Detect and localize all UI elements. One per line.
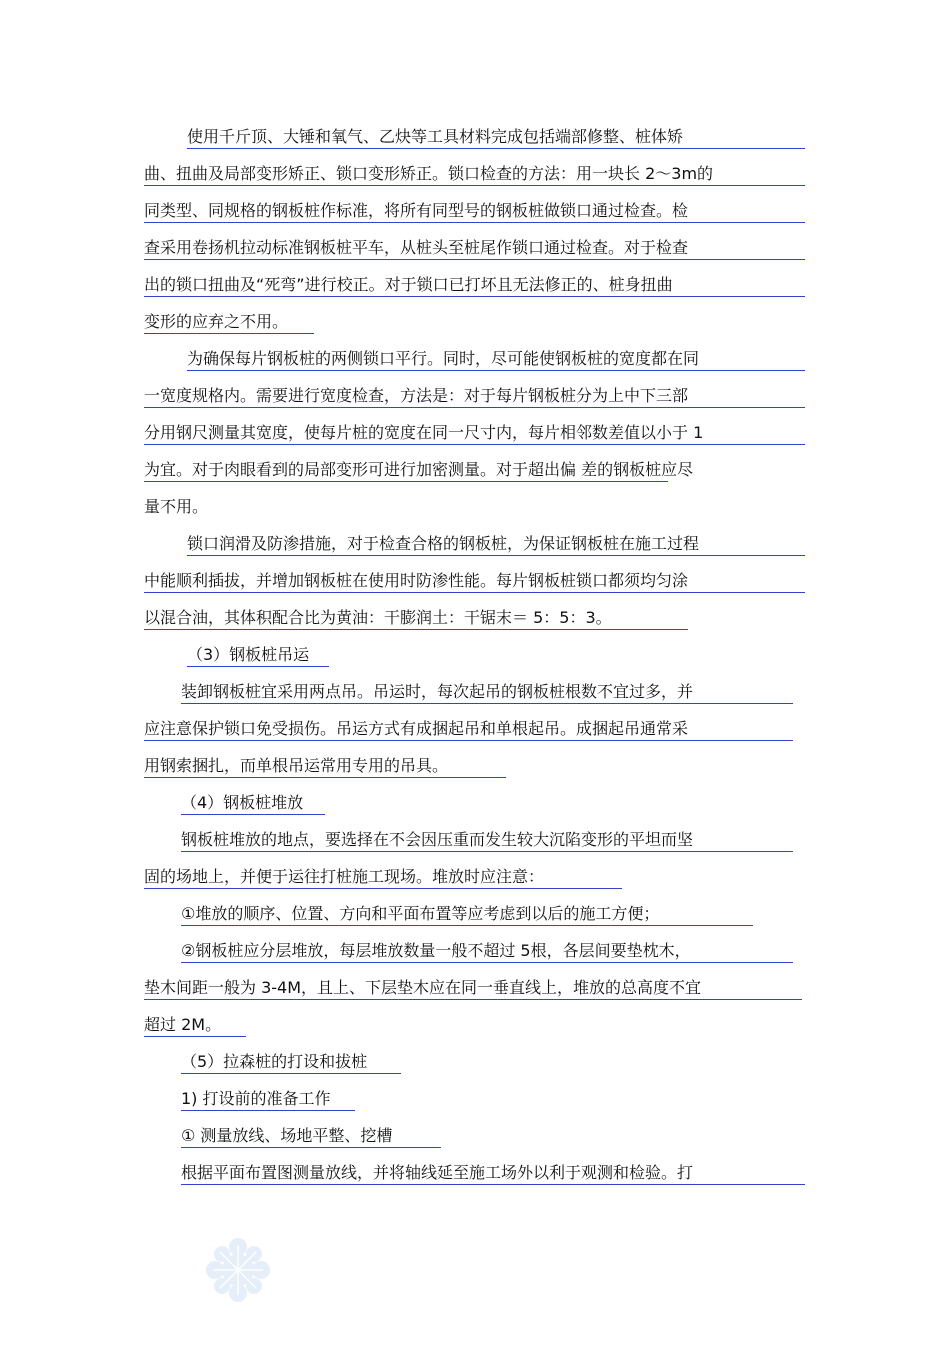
text-line-29: 根据平面布置图测量放线，并将轴线延至施工场外以利于观测和检验。打 [181, 1162, 805, 1185]
text-line-2: 曲、扭曲及局部变形矫正、锁口变形矫正。锁口检查的方法：用一块长 2～3m的 [144, 163, 805, 186]
section-heading-5: （5）拉森桩的打设和拔桩 [181, 1051, 401, 1074]
subheading-item-1: ① 测量放线、场地平整、挖槽 [181, 1125, 441, 1148]
text-line-8: 一宽度规格内。需要进行宽度检查，方法是：对于每片钢板桩分为上中下三部 [144, 385, 805, 408]
text-line-9: 分用钢尺测量其宽度，使每片桩的宽度在同一尺寸内，每片相邻数差值以小于 1 [144, 422, 805, 445]
text-line-21: 固的场地上，并便于运往打桩施工现场。堆放时应注意： [144, 866, 622, 889]
text-line-24: 垫木间距一般为 3-4M，且上、下层垫木应在同一垂直线上，堆放的总高度不宜 [144, 977, 802, 1000]
text-line-5: 出的锁口扭曲及“死弯”进行校正。对于锁口已打坏且无法修正的、桩身扭曲 [144, 274, 805, 297]
text-line-18: 用钢索捆扎，而单根吊运常用专用的吊具。 [144, 755, 506, 778]
text-line-3: 同类型、同规格的钢板桩作标准，将所有同型号的钢板桩做锁口通过检查。检 [144, 200, 805, 223]
text-line-17: 应注意保护锁口免受损伤。吊运方式有成捆起吊和单根起吊。成捆起吊通常采 [144, 718, 793, 741]
list-item-1: ①堆放的顺序、位置、方向和平面布置等应考虑到以后的施工方便； [181, 903, 753, 926]
text-line-11: 量不用。 [144, 497, 209, 516]
text-line-12: 锁口润滑及防渗措施，对于检查合格的钢板桩，为保证钢板桩在施工过程 [187, 533, 805, 556]
section-heading-4: （4）钢板桩堆放 [181, 792, 325, 815]
list-item-2: ②钢板桩应分层堆放，每层堆放数量一般不超过 5根，各层间要垫枕木， [181, 940, 793, 963]
snowflake-watermark-icon [205, 1237, 271, 1303]
text-line-7: 为确保每片钢板桩的两侧锁口平行。同时，尽可能使钢板桩的宽度都在同 [187, 348, 805, 371]
text-line-1: 使用千斤顶、大锤和氧气、乙炔等工具材料完成包括端部修整、桩体矫 [187, 126, 805, 149]
text-line-16: 装卸钢板桩宜采用两点吊。吊运时，每次起吊的钢板桩根数不宜过多，并 [181, 681, 793, 704]
subheading-1: 1) 打设前的准备工作 [181, 1088, 355, 1111]
text-line-20: 钢板桩堆放的地点，要选择在不会因压重而发生较大沉陷变形的平坦而坚 [181, 829, 793, 852]
text-line-6: 变形的应弃之不用。 [144, 311, 314, 334]
text-line-4: 查采用卷扬机拉动标准钢板桩平车，从桩头至桩尾作锁口通过检查。对于检查 [144, 237, 805, 260]
text-line-10: 为宜。对于肉眼看到的局部变形可进行加密测量。对于超出偏 差的钢板桩应尽 [144, 459, 668, 482]
text-line-13: 中能顺利插拔，并增加钢板桩在使用时防渗性能。每片钢板桩锁口都须均匀涂 [144, 570, 805, 593]
section-heading-3: （3）钢板桩吊运 [187, 644, 329, 667]
text-line-25: 超过 2M。 [144, 1014, 246, 1037]
text-line-14: 以混合油，其体积配合比为黄油：干膨润土：干锯末＝ 5：5：3。 [144, 607, 688, 630]
